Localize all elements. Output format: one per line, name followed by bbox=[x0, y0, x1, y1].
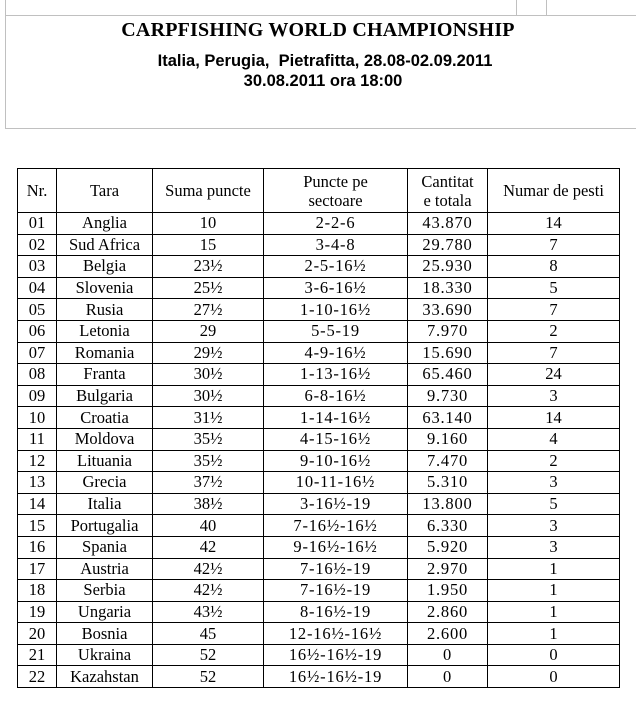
cell-numar-pesti: 2 bbox=[488, 320, 620, 342]
column-header-numar-pesti: Numar de pesti bbox=[488, 169, 620, 213]
cell-nr: 21 bbox=[18, 644, 57, 666]
cell-cantitate-totala: 29.780 bbox=[408, 234, 488, 256]
cell-nr: 08 bbox=[18, 364, 57, 386]
cell-nr: 09 bbox=[18, 385, 57, 407]
column-header-suma-puncte: Suma puncte bbox=[153, 169, 264, 213]
event-location-dates: Italia, Perugia, Pietrafitta, 28.08-02.09.2011 bbox=[157, 52, 493, 70]
cell-tara: Romania bbox=[57, 342, 153, 364]
cell-tara: Belgia bbox=[57, 256, 153, 278]
cell-suma-puncte: 45 bbox=[153, 623, 264, 645]
table-row bbox=[18, 277, 620, 299]
cell-tara: Spania bbox=[57, 536, 153, 558]
cell-cantitate-totala: 2.600 bbox=[408, 623, 488, 645]
cell-numar-pesti: 3 bbox=[488, 385, 620, 407]
cell-cantitate-totala: 7.970 bbox=[408, 320, 488, 342]
cell-tara: Portugalia bbox=[57, 515, 153, 537]
cell-nr: 05 bbox=[18, 299, 57, 321]
cell-tara: Moldova bbox=[57, 428, 153, 450]
cell-numar-pesti: 24 bbox=[488, 364, 620, 386]
document-title: CARPFISHING WORLD CHAMPIONSHIP bbox=[121, 19, 515, 41]
cell-suma-puncte: 37½ bbox=[153, 472, 264, 494]
cell-suma-puncte: 52 bbox=[153, 644, 264, 666]
cell-puncte-sectoare: 2-2-6 bbox=[264, 213, 408, 235]
cell-cantitate-totala: 6.330 bbox=[408, 515, 488, 537]
table-row bbox=[18, 385, 620, 407]
cell-cantitate-totala: 0 bbox=[408, 644, 488, 666]
cell-puncte-sectoare: 7-16½-19 bbox=[264, 558, 408, 580]
cell-puncte-sectoare: 8-16½-19 bbox=[264, 601, 408, 623]
cell-tara: Rusia bbox=[57, 299, 153, 321]
cell-numar-pesti: 0 bbox=[488, 644, 620, 666]
cell-numar-pesti: 8 bbox=[488, 256, 620, 278]
cell-numar-pesti: 14 bbox=[488, 213, 620, 235]
table-row bbox=[18, 256, 620, 278]
results-body bbox=[18, 213, 620, 688]
table-header-row bbox=[18, 169, 620, 213]
cell-tara: Sud Africa bbox=[57, 234, 153, 256]
column-header-cantitate-totala bbox=[408, 169, 488, 213]
cell-cantitate-totala: 25.930 bbox=[408, 256, 488, 278]
cell-suma-puncte: 30½ bbox=[153, 385, 264, 407]
cell-numar-pesti: 3 bbox=[488, 515, 620, 537]
table-row bbox=[18, 623, 620, 645]
cell-nr: 12 bbox=[18, 450, 57, 472]
cell-suma-puncte: 42½ bbox=[153, 558, 264, 580]
cell-numar-pesti: 2 bbox=[488, 450, 620, 472]
cell-nr: 18 bbox=[18, 580, 57, 602]
cell-puncte-sectoare: 7-16½-16½ bbox=[264, 515, 408, 537]
cell-nr: 13 bbox=[18, 472, 57, 494]
header-strip bbox=[6, 0, 636, 16]
results-table bbox=[17, 168, 620, 688]
column-header-line: e totala bbox=[423, 190, 472, 210]
cell-numar-pesti: 3 bbox=[488, 472, 620, 494]
cell-cantitate-totala: 18.330 bbox=[408, 277, 488, 299]
cell-cantitate-totala: 5.920 bbox=[408, 536, 488, 558]
cell-suma-puncte: 40 bbox=[153, 515, 264, 537]
table-row bbox=[18, 342, 620, 364]
cell-nr: 11 bbox=[18, 428, 57, 450]
cell-cantitate-totala: 0 bbox=[408, 666, 488, 688]
cell-tara: Serbia bbox=[57, 580, 153, 602]
table-row bbox=[18, 450, 620, 472]
cell-nr: 02 bbox=[18, 234, 57, 256]
cell-puncte-sectoare: 10-11-16½ bbox=[264, 472, 408, 494]
cell-suma-puncte: 29 bbox=[153, 320, 264, 342]
cell-cantitate-totala: 9.160 bbox=[408, 428, 488, 450]
column-header-line: Puncte pe bbox=[303, 171, 368, 191]
cell-numar-pesti: 5 bbox=[488, 277, 620, 299]
cell-tara: Franta bbox=[57, 364, 153, 386]
cell-nr: 10 bbox=[18, 407, 57, 429]
cell-puncte-sectoare: 9-16½-16½ bbox=[264, 536, 408, 558]
cell-tara: Lituania bbox=[57, 450, 153, 472]
cell-nr: 03 bbox=[18, 256, 57, 278]
table-row bbox=[18, 320, 620, 342]
cell-nr: 15 bbox=[18, 515, 57, 537]
cell-puncte-sectoare: 12-16½-16½ bbox=[264, 623, 408, 645]
table-row bbox=[18, 299, 620, 321]
cell-tara: Anglia bbox=[57, 213, 153, 235]
cell-cantitate-totala: 9.730 bbox=[408, 385, 488, 407]
cell-numar-pesti: 5 bbox=[488, 493, 620, 515]
cell-puncte-sectoare: 5-5-19 bbox=[264, 320, 408, 342]
table-row bbox=[18, 644, 620, 666]
cell-puncte-sectoare: 7-16½-19 bbox=[264, 580, 408, 602]
cell-nr: 04 bbox=[18, 277, 57, 299]
table-row bbox=[18, 601, 620, 623]
cell-suma-puncte: 35½ bbox=[153, 428, 264, 450]
cell-suma-puncte: 42 bbox=[153, 536, 264, 558]
cell-nr: 22 bbox=[18, 666, 57, 688]
cell-cantitate-totala: 13.800 bbox=[408, 493, 488, 515]
cell-suma-puncte: 27½ bbox=[153, 299, 264, 321]
cell-cantitate-totala: 1.950 bbox=[408, 580, 488, 602]
cell-nr: 19 bbox=[18, 601, 57, 623]
cell-numar-pesti: 1 bbox=[488, 558, 620, 580]
cell-puncte-sectoare: 9-10-16½ bbox=[264, 450, 408, 472]
cell-numar-pesti: 1 bbox=[488, 601, 620, 623]
cell-tara: Croatia bbox=[57, 407, 153, 429]
cell-suma-puncte: 42½ bbox=[153, 580, 264, 602]
column-header-nr: Nr. bbox=[18, 169, 57, 213]
cell-nr: 20 bbox=[18, 623, 57, 645]
cell-nr: 07 bbox=[18, 342, 57, 364]
cell-cantitate-totala: 63.140 bbox=[408, 407, 488, 429]
cell-numar-pesti: 7 bbox=[488, 234, 620, 256]
cell-suma-puncte: 15 bbox=[153, 234, 264, 256]
cell-suma-puncte: 52 bbox=[153, 666, 264, 688]
cell-tara: Ukraina bbox=[57, 644, 153, 666]
cell-cantitate-totala: 15.690 bbox=[408, 342, 488, 364]
cell-suma-puncte: 29½ bbox=[153, 342, 264, 364]
cell-suma-puncte: 38½ bbox=[153, 493, 264, 515]
cell-tara: Letonia bbox=[57, 320, 153, 342]
cell-tara: Austria bbox=[57, 558, 153, 580]
table-row bbox=[18, 213, 620, 235]
cell-cantitate-totala: 43.870 bbox=[408, 213, 488, 235]
cell-numar-pesti: 0 bbox=[488, 666, 620, 688]
cell-tara: Bosnia bbox=[57, 623, 153, 645]
cell-puncte-sectoare: 16½-16½-19 bbox=[264, 644, 408, 666]
cell-puncte-sectoare: 1-10-16½ bbox=[264, 299, 408, 321]
cell-puncte-sectoare: 3-16½-19 bbox=[264, 493, 408, 515]
cell-tara: Kazahstan bbox=[57, 666, 153, 688]
table-row bbox=[18, 493, 620, 515]
cell-tara: Ungaria bbox=[57, 601, 153, 623]
table-row bbox=[18, 472, 620, 494]
table-row bbox=[18, 580, 620, 602]
cell-nr: 14 bbox=[18, 493, 57, 515]
cell-cantitate-totala: 5.310 bbox=[408, 472, 488, 494]
table-row bbox=[18, 234, 620, 256]
cell-puncte-sectoare: 3-4-8 bbox=[264, 234, 408, 256]
cell-suma-puncte: 30½ bbox=[153, 364, 264, 386]
column-header-line: Cantitat bbox=[421, 171, 474, 191]
cell-numar-pesti: 7 bbox=[488, 299, 620, 321]
cell-cantitate-totala: 33.690 bbox=[408, 299, 488, 321]
report-timestamp: 30.08.2011 ora 18:00 bbox=[243, 72, 403, 90]
cell-nr: 01 bbox=[18, 213, 57, 235]
cell-suma-puncte: 43½ bbox=[153, 601, 264, 623]
cell-cantitate-totala: 2.970 bbox=[408, 558, 488, 580]
cell-numar-pesti: 14 bbox=[488, 407, 620, 429]
cell-puncte-sectoare: 16½-16½-19 bbox=[264, 666, 408, 688]
cell-suma-puncte: 31½ bbox=[153, 407, 264, 429]
cell-puncte-sectoare: 6-8-16½ bbox=[264, 385, 408, 407]
cell-puncte-sectoare: 4-9-16½ bbox=[264, 342, 408, 364]
table-row bbox=[18, 428, 620, 450]
cell-suma-puncte: 10 bbox=[153, 213, 264, 235]
cell-suma-puncte: 25½ bbox=[153, 277, 264, 299]
cell-cantitate-totala: 2.860 bbox=[408, 601, 488, 623]
cell-numar-pesti: 3 bbox=[488, 536, 620, 558]
cell-tara: Bulgaria bbox=[57, 385, 153, 407]
cell-puncte-sectoare: 1-13-16½ bbox=[264, 364, 408, 386]
cell-tara: Italia bbox=[57, 493, 153, 515]
cell-cantitate-totala: 65.460 bbox=[408, 364, 488, 386]
table-row bbox=[18, 515, 620, 537]
cell-nr: 06 bbox=[18, 320, 57, 342]
cell-numar-pesti: 7 bbox=[488, 342, 620, 364]
cell-suma-puncte: 35½ bbox=[153, 450, 264, 472]
table-row bbox=[18, 407, 620, 429]
cell-numar-pesti: 1 bbox=[488, 580, 620, 602]
cell-nr: 17 bbox=[18, 558, 57, 580]
cell-puncte-sectoare: 4-15-16½ bbox=[264, 428, 408, 450]
cell-tara: Grecia bbox=[57, 472, 153, 494]
column-header-line: sectoare bbox=[308, 190, 363, 210]
cell-nr: 16 bbox=[18, 536, 57, 558]
cell-puncte-sectoare: 2-5-16½ bbox=[264, 256, 408, 278]
strip-divider bbox=[516, 0, 517, 16]
strip-divider bbox=[546, 0, 547, 16]
cell-numar-pesti: 4 bbox=[488, 428, 620, 450]
cell-puncte-sectoare: 1-14-16½ bbox=[264, 407, 408, 429]
table-row bbox=[18, 666, 620, 688]
cell-cantitate-totala: 7.470 bbox=[408, 450, 488, 472]
column-header-puncte-sectoare bbox=[264, 169, 408, 213]
table-row bbox=[18, 536, 620, 558]
column-header-tara: Tara bbox=[57, 169, 153, 213]
cell-numar-pesti: 1 bbox=[488, 623, 620, 645]
cell-tara: Slovenia bbox=[57, 277, 153, 299]
cell-puncte-sectoare: 3-6-16½ bbox=[264, 277, 408, 299]
table-row bbox=[18, 558, 620, 580]
cell-suma-puncte: 23½ bbox=[153, 256, 264, 278]
table-row bbox=[18, 364, 620, 386]
